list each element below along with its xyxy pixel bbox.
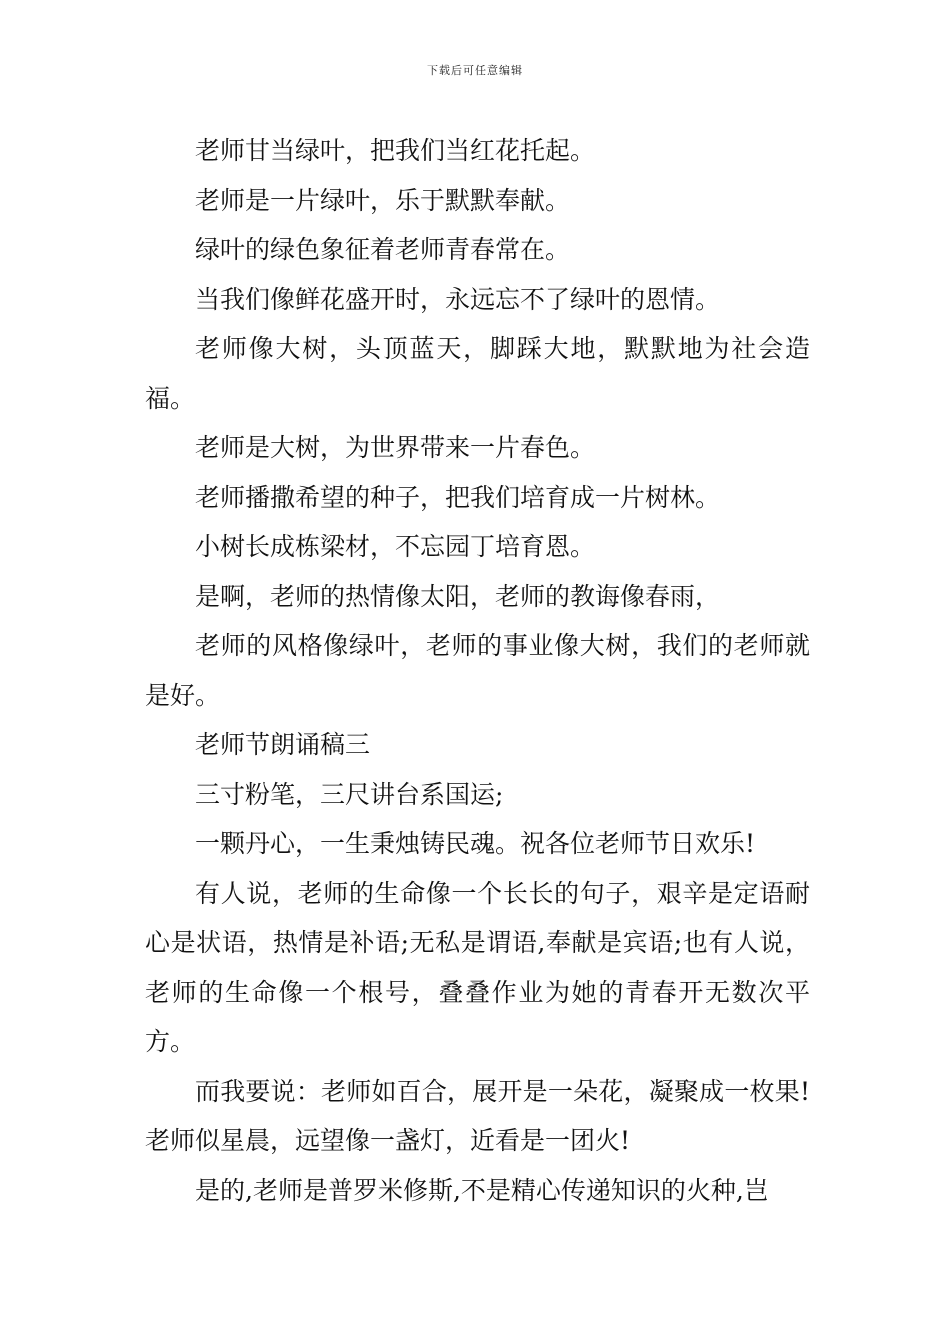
- paragraph: 老师是大树，为世界带来一片春色。: [195, 433, 596, 462]
- paragraph: 三寸粉笔，三尺讲台系国运;: [195, 779, 504, 809]
- header-note: 下载后可任意编辑: [427, 64, 523, 77]
- paragraph: 是的,老师是普罗米修斯,不是精心传递知识的火种,岂: [195, 1175, 769, 1205]
- paragraph: 绿叶的绿色象征着老师青春常在。: [195, 235, 571, 264]
- paragraph: 有人说，老师的生命像一个长长的句子，艰辛是定语耐心是状语，热情是补语;无私是谓语,奉献是宾语;也有人说，老师的生命像一个根号，叠叠作业为她的青春开无数次平方。: [145, 878, 810, 1056]
- paragraph: 老师甘当绿叶，把我们当红花托起。: [195, 136, 596, 165]
- paragraph: 老师像大树，头顶蓝天，脚踩大地，默默地为社会造福。: [145, 334, 810, 413]
- paragraph: 老师播撒希望的种子，把我们培育成一片树林。: [195, 482, 721, 512]
- section-heading: 老师节朗诵稿三: [195, 730, 371, 759]
- paragraph: 当我们像鲜花盛开时，永远忘不了绿叶的恩情。: [195, 284, 721, 314]
- paragraph: 一颗丹心，一生秉烛铸民魂。祝各位老师节日欢乐!: [195, 829, 756, 858]
- paragraph: 是啊，老师的热情像太阳，老师的教诲像春雨，: [195, 581, 721, 611]
- paragraph: 老师是一片绿叶，乐于默默奉献。: [195, 185, 571, 215]
- paragraph: 老师的风格像绿叶，老师的事业像大树，我们的老师就是好。: [145, 631, 810, 710]
- paragraph: 而我要说：老师如百合，展开是一朵花，凝聚成一枚果!老师似星晨，远望像一盏灯，近看是一团火!: [145, 1076, 810, 1155]
- body-text: [145, 126, 810, 1215]
- paragraph: 小树长成栋梁材，不忘园丁培育恩。: [195, 532, 596, 561]
